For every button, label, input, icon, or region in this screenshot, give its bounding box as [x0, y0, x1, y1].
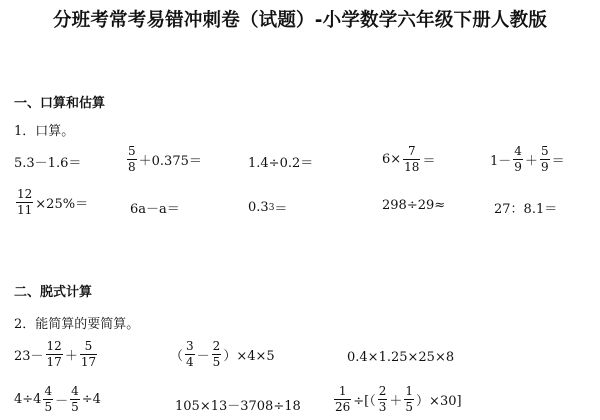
fraction: $\frac{12}{17}$ — [46, 339, 62, 369]
fraction: $\frac{5}{8}$ — [128, 144, 136, 174]
question-1-label: 1．口算。 — [14, 124, 75, 139]
section-heading-step-calc: 二、脱式计算 — [14, 285, 93, 300]
expr-r1-e: 1－ $\frac{4}{9}$ ＋ $\frac{5}{9}$ ＝ — [490, 144, 565, 174]
expr-r3-a: 23－ $\frac{12}{17}$ ＋ $\frac{5}{17}$ — [14, 339, 97, 369]
fraction: $\frac{4}{5}$ — [44, 384, 53, 414]
fraction: $\frac{2}{3}$ — [378, 384, 387, 414]
expr-r3-b: （ $\frac{3}{4}$ － $\frac{2}{5}$ ）×4×5 — [170, 339, 275, 369]
question-2-label: 2．能简算的要简算。 — [14, 317, 140, 332]
expr-r1-d: 6× $\frac{7}{18}$ ＝ — [382, 144, 436, 174]
expr-r2-d: 298÷29≈ — [382, 198, 446, 213]
expr-r1-b: $\frac{5}{8}$ ＋0.375＝ — [128, 144, 202, 174]
expr-r2-e: 27：8.1＝ — [494, 202, 558, 217]
expr-r4-a: 4÷ 4 $\frac{4}{5}$ － $\frac{4}{5}$ ÷4 — [14, 384, 101, 414]
fraction: $\frac{1}{5}$ — [405, 384, 414, 414]
fraction: $\frac{4}{9}$ — [514, 144, 522, 174]
expr-r1-a: 5.3－1.6＝ — [14, 156, 82, 171]
expr-r2-c: 0.3 3 ＝ — [248, 200, 288, 217]
fraction: $\frac{5}{17}$ — [80, 339, 97, 369]
expr-r2-a: $\frac{12}{11}$ ×25%＝ — [17, 187, 89, 217]
expr-r4-b: 105×13－3708÷18 — [175, 399, 301, 414]
fraction: $\frac{3}{4}$ — [186, 339, 194, 369]
expr-r3-c: 0.4×1.25×25×8 — [347, 350, 455, 365]
expr-r2-b: 6a－a＝ — [130, 202, 180, 217]
section-heading-mental-math: 一、口算和估算 — [14, 96, 106, 111]
fraction: $\frac{7}{18}$ — [404, 144, 420, 174]
page-title: 分班考常考易错冲刺卷（试题）-小学数学六年级下册人教版 — [52, 10, 548, 31]
fraction: $\frac{2}{5}$ — [212, 339, 221, 369]
expr-r4-c: $\frac{1}{26}$ ÷[（ $\frac{2}{3}$ ＋ $\frac{1}{5}$ ）×30] — [335, 384, 462, 414]
fraction: $\frac{5}{9}$ — [540, 144, 549, 174]
fraction: $\frac{12}{11}$ — [17, 187, 33, 217]
fraction: $\frac{4}{5}$ — [71, 384, 79, 414]
fraction: $\frac{1}{26}$ — [335, 384, 351, 414]
expr-r1-c: 1.4÷0.2＝ — [248, 156, 314, 171]
